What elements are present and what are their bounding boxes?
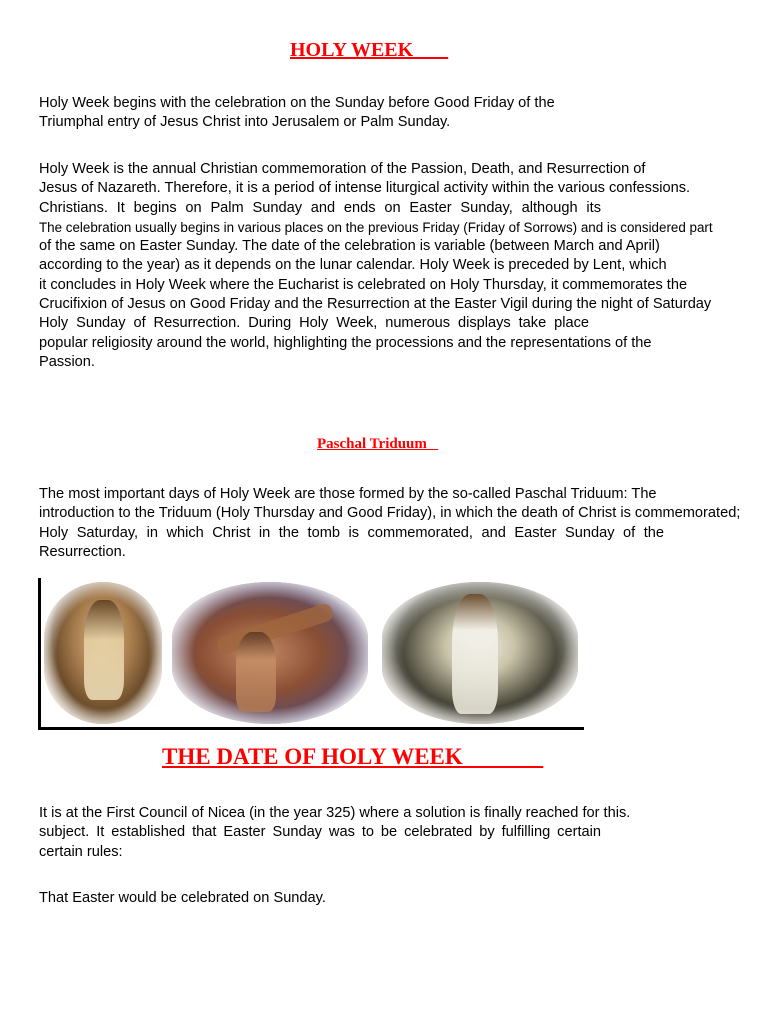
text-line: Holy Saturday, in which Christ in the tomb is commemorated, and Easter Sunday of the: [39, 524, 664, 541]
nicea-paragraph: [39, 804, 754, 862]
text-line: Jesus of Nazareth. Therefore, it is a period of intense liturgical activity within the various confessions.: [39, 180, 691, 197]
text-line: Passion.: [39, 353, 95, 370]
text-line: It is at the First Council of Nicea (in the year 325) where a solution is finally reached for this.: [39, 805, 631, 821]
page-title: HOLY WEEK: [290, 39, 449, 61]
frame-border-left: [38, 578, 41, 729]
text-line: That Easter would be celebrated on Sunday.: [39, 890, 326, 906]
text-line: subject. It established that Easter Sunday was to be celebrated by fulfilling certain: [39, 824, 601, 841]
text-line: introduction to the Triduum (Holy Thursday and Good Friday), in which the death of Christ is commemorated;: [39, 505, 741, 522]
jesus-figure-icon: [84, 600, 124, 700]
text-line: according to the year) as it depends on the lunar calendar. Holy Week is preceded by Lent, which: [39, 257, 667, 274]
text-line: Holy Week begins with the celebration on the Sunday before Good Friday of the: [39, 95, 555, 111]
text-line: of the same on Easter Sunday. The date of the celebration is variable (between March and April): [39, 238, 660, 255]
text-line: Resurrection.: [39, 543, 126, 560]
text-line: Holy Sunday of Resurrection. During Holy Week, numerous displays take place: [39, 315, 589, 332]
text-line: Crucifixion of Jesus on Good Friday and the Resurrection at the Easter Vigil during the night of Saturday: [39, 296, 712, 313]
risen-figure-icon: [452, 594, 498, 714]
section-heading-date: THE DATE OF HOLY WEEK: [162, 744, 544, 769]
frame-border-bottom: [38, 727, 584, 730]
text-line: The celebration usually begins in various places on the previous Friday (Friday of Sorrows) and is considered part: [39, 219, 713, 235]
intro-paragraph: [39, 94, 754, 133]
triduum-paragraph: [39, 485, 754, 562]
text-line: Holy Week is the annual Christian commemoration of the Passion, Death, and Resurrection of: [39, 161, 646, 177]
text-line: certain rules:: [39, 843, 123, 860]
text-line: Christians. It begins on Palm Sunday and ends on Easter Sunday, although its: [39, 199, 601, 216]
text-line: it concludes in Holy Week where the Eucharist is celebrated on Holy Thursday, it commemorates the: [39, 276, 688, 293]
description-paragraph: [39, 160, 754, 372]
crucified-figure-icon: [236, 632, 276, 712]
text-line: Triumphal entry of Jesus Christ into Jerusalem or Palm Sunday.: [39, 114, 451, 131]
section-heading-triduum: Paschal Triduum: [317, 436, 439, 452]
text-line: The most important days of Holy Week are those formed by the so-called Paschal Triduum: The: [39, 486, 657, 502]
text-line: popular religiosity around the world, highlighting the processions and the representations of the: [39, 334, 652, 351]
rule-paragraph: [39, 889, 754, 908]
